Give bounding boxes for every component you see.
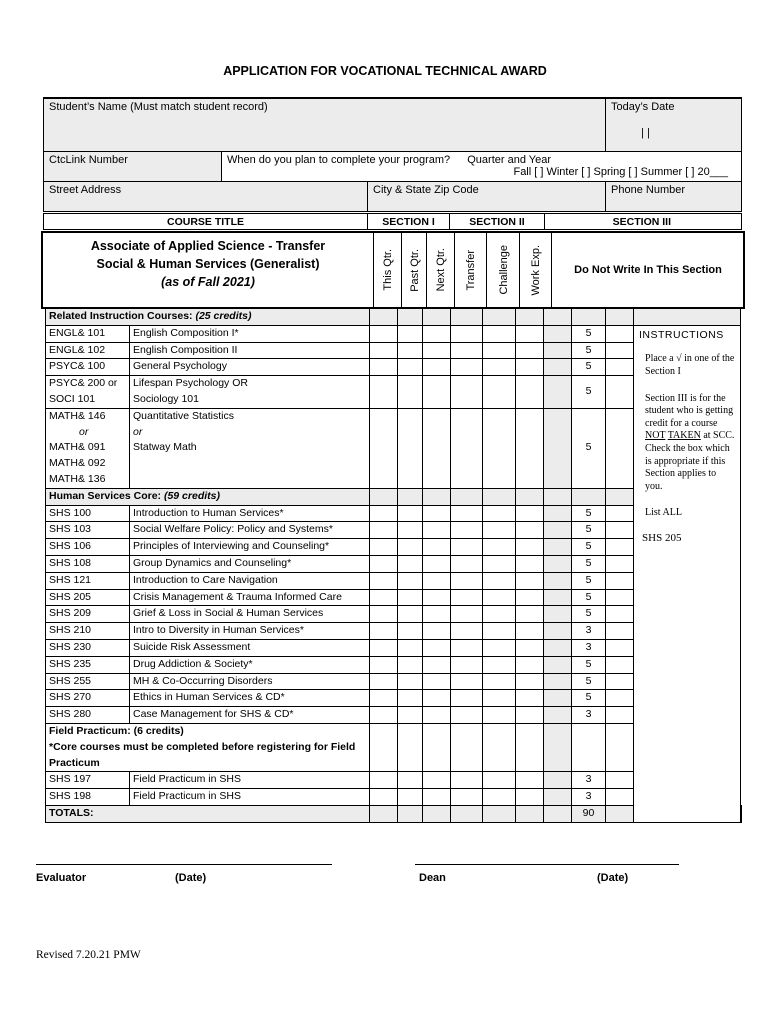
checkbox-cell[interactable] — [483, 408, 516, 488]
course-title-header: COURSE TITLE — [44, 214, 368, 230]
checkbox-cell[interactable] — [451, 656, 483, 673]
credits-cell: 5 — [572, 673, 606, 690]
completion-field[interactable] — [222, 151, 742, 181]
checkbox-cell[interactable] — [516, 639, 544, 656]
course-title: English Composition I* — [130, 325, 370, 342]
checkbox-cell[interactable] — [483, 772, 516, 789]
checkbox-cell[interactable] — [423, 572, 451, 589]
total-credits: 90 — [572, 805, 606, 822]
instructions-heading: INSTRUCTIONS — [639, 328, 724, 341]
checkbox-cell[interactable] — [451, 789, 483, 806]
checkbox-cell[interactable] — [483, 723, 516, 771]
column-header-label: Next Qtr. — [435, 248, 447, 292]
checkbox-cell[interactable] — [398, 539, 423, 556]
course-title: Grief & Loss in Social & Human Services — [130, 606, 370, 623]
credits-cell: 5 — [572, 539, 606, 556]
do-not-write-label: Do Not Write In This Section — [551, 233, 744, 307]
checkbox-cell[interactable] — [516, 376, 544, 409]
checkbox-cell[interactable] — [483, 342, 516, 359]
checkbox-cell[interactable] — [516, 623, 544, 640]
checkbox-cell[interactable] — [423, 723, 451, 771]
checkbox-cell[interactable] — [370, 539, 398, 556]
totals-label: TOTALS: — [46, 805, 370, 822]
instructions-p4: SHS 205 — [642, 531, 682, 544]
credits-cell: 5 — [572, 522, 606, 539]
checkbox-cell[interactable] — [483, 623, 516, 640]
checkbox-cell[interactable] — [423, 555, 451, 572]
spacer-cell — [544, 359, 572, 376]
credits-cell: 5 — [572, 690, 606, 707]
checkbox-cell[interactable] — [423, 589, 451, 606]
spacer-cell — [544, 325, 572, 342]
section3-box[interactable] — [606, 505, 634, 522]
checkbox-cell[interactable] — [370, 723, 398, 771]
column-header-4 — [454, 233, 487, 307]
checkbox-cell[interactable] — [516, 342, 544, 359]
section-3-header: SECTION III — [545, 214, 742, 230]
checkbox-cell[interactable] — [451, 505, 483, 522]
degree-line-2: Social & Human Services (Generalist) — [96, 257, 320, 271]
credits-cell: 5 — [572, 325, 606, 342]
instructions-panel — [634, 325, 741, 822]
checkbox-cell[interactable] — [370, 522, 398, 539]
course-code: SHS 106 — [46, 539, 130, 556]
section3-box[interactable] — [606, 408, 634, 488]
checkbox-cell[interactable] — [398, 656, 423, 673]
checkbox-cell[interactable] — [451, 572, 483, 589]
checkbox-cell[interactable] — [516, 789, 544, 806]
checkbox-cell[interactable] — [483, 555, 516, 572]
checkbox-cell[interactable] — [370, 555, 398, 572]
course-title: Principles of Interviewing and Counseling* — [130, 539, 370, 556]
checkbox-cell[interactable] — [370, 376, 398, 409]
checkbox-cell[interactable] — [398, 359, 423, 376]
spacer-cell — [544, 342, 572, 359]
checkbox-cell[interactable] — [398, 606, 423, 623]
credits-cell: 3 — [572, 707, 606, 724]
street-address-field[interactable]: Street Address — [44, 181, 368, 211]
checkbox-cell[interactable] — [398, 555, 423, 572]
checkbox-cell[interactable] — [423, 325, 451, 342]
section3-box[interactable] — [606, 606, 634, 623]
checkbox-cell[interactable] — [483, 522, 516, 539]
gpa-label — [741, 805, 742, 822]
dean-signature-line[interactable] — [415, 864, 679, 865]
checkbox-cell[interactable] — [370, 673, 398, 690]
checkbox-cell[interactable] — [451, 325, 483, 342]
column-header-3 — [426, 233, 455, 307]
credits-cell: 5 — [572, 342, 606, 359]
credits-cell: 5 — [572, 376, 606, 409]
spacer-cell — [544, 639, 572, 656]
checkbox-cell[interactable] — [451, 690, 483, 707]
section3-box[interactable] — [606, 623, 634, 640]
section3-box[interactable] — [606, 572, 634, 589]
course-code: SHS 205 — [46, 589, 130, 606]
spacer-cell — [544, 772, 572, 789]
column-header-label: Work Exp. — [530, 244, 542, 296]
checkbox-cell[interactable] — [370, 505, 398, 522]
section3-box[interactable] — [606, 673, 634, 690]
spacer-cell — [544, 376, 572, 409]
section-1-header: SECTION I — [368, 214, 450, 230]
degree-line-3: (as of Fall 2021) — [161, 275, 255, 289]
spacer-cell — [544, 589, 572, 606]
spacer-cell — [544, 555, 572, 572]
practicum-header: Field Practicum: (6 credits) *Core courses must be completed before registering for Field Practicum — [46, 723, 370, 771]
spacer-cell — [544, 656, 572, 673]
checkbox-cell[interactable] — [370, 772, 398, 789]
column-header-label: Challenge — [497, 245, 510, 295]
credits-cell: 3 — [572, 623, 606, 640]
checkbox-cell[interactable] — [370, 325, 398, 342]
course-code: SHS 103 — [46, 522, 130, 539]
checkbox-cell[interactable] — [483, 673, 516, 690]
checkbox-cell[interactable] — [483, 789, 516, 806]
checkbox-cell[interactable] — [398, 623, 423, 640]
course-row — [46, 325, 742, 342]
course-code: SHS 100 — [46, 505, 130, 522]
checkbox-cell[interactable] — [516, 673, 544, 690]
credits-cell: 3 — [572, 639, 606, 656]
section-header-row — [43, 213, 742, 230]
course-title: Case Management for SHS & CD* — [130, 707, 370, 724]
checkbox-cell[interactable] — [516, 606, 544, 623]
course-table — [45, 308, 742, 823]
checkbox-cell[interactable] — [423, 639, 451, 656]
section3-box[interactable] — [606, 376, 634, 409]
instructions-p2: Section III is for the student who is getting credit for a course NOT TAKEN at SCC. Check the box which is appropriate if this Section applies to you. — [645, 392, 735, 492]
checkbox-cell[interactable] — [451, 539, 483, 556]
section3-box[interactable] — [606, 707, 634, 724]
checkbox-cell[interactable] — [423, 772, 451, 789]
course-code: ENGL& 101 — [46, 325, 130, 342]
checkbox-cell[interactable] — [451, 408, 483, 488]
checkbox-cell[interactable] — [370, 656, 398, 673]
section3-box[interactable] — [606, 656, 634, 673]
course-code: SHS 197 — [46, 772, 130, 789]
phone-field[interactable]: Phone Number — [606, 181, 742, 211]
checkbox-cell[interactable] — [451, 723, 483, 771]
course-code: ENGL& 102 — [46, 342, 130, 359]
course-code: SHS 121 — [46, 572, 130, 589]
checkbox-cell[interactable] — [370, 623, 398, 640]
core-header: Human Services Core: (59 credits) — [46, 488, 370, 505]
quarter-year-label: Quarter and Year — [467, 153, 552, 166]
checkbox-cell[interactable] — [451, 589, 483, 606]
course-title: English Composition II — [130, 342, 370, 359]
checkbox-cell[interactable] — [516, 772, 544, 789]
checkbox-cell[interactable] — [516, 522, 544, 539]
spacer-cell — [544, 707, 572, 724]
course-code: SHS 108 — [46, 555, 130, 572]
course-title: Field Practicum in SHS — [130, 772, 370, 789]
checkbox-cell[interactable] — [516, 572, 544, 589]
column-header-label: Past Qtr. — [408, 248, 421, 292]
evaluator-date-label: (Date) — [175, 872, 207, 884]
checkbox-cell[interactable] — [483, 325, 516, 342]
checkbox-cell[interactable] — [451, 772, 483, 789]
instructions-p3: List ALL — [645, 507, 682, 519]
course-title: Introduction to Human Services* — [130, 505, 370, 522]
checkbox-cell[interactable] — [423, 376, 451, 409]
course-title: Suicide Risk Assessment — [130, 639, 370, 656]
checkbox-cell[interactable] — [483, 656, 516, 673]
course-title: General Psychology — [130, 359, 370, 376]
evaluator-label: Evaluator — [36, 872, 87, 884]
student-name-field[interactable]: Student’s Name (Must match student record) — [44, 98, 606, 151]
related-header: Related Instruction Courses: (25 credits) — [46, 309, 370, 326]
course-code: SHS 230 — [46, 639, 130, 656]
checkbox-cell[interactable] — [516, 589, 544, 606]
checkbox-cell[interactable] — [423, 789, 451, 806]
credits-cell: 3 — [572, 789, 606, 806]
checkbox-cell[interactable] — [451, 376, 483, 409]
degree-line-1: Associate of Applied Science - Transfer — [90, 239, 326, 253]
checkbox-cell[interactable] — [516, 505, 544, 522]
checkbox-cell[interactable] — [516, 539, 544, 556]
credits-cell: 5 — [572, 555, 606, 572]
column-header-2 — [401, 233, 427, 307]
credits-cell: 5 — [572, 606, 606, 623]
course-title: Drug Addiction & Society* — [130, 656, 370, 673]
checkbox-cell[interactable] — [398, 522, 423, 539]
checkbox-cell[interactable] — [516, 325, 544, 342]
spacer-cell — [544, 522, 572, 539]
revision-note: Revised 7.20.21 PMW — [36, 949, 141, 961]
course-title: Social Welfare Policy: Policy and Systems* — [130, 522, 370, 539]
spacer-cell — [544, 408, 572, 488]
checkbox-cell[interactable] — [370, 639, 398, 656]
city-state-zip-field[interactable]: City & State Zip Code — [368, 181, 606, 211]
checkbox-cell[interactable] — [423, 707, 451, 724]
checkbox-cell[interactable] — [370, 408, 398, 488]
checkbox-cell[interactable] — [516, 707, 544, 724]
section-columns — [373, 233, 551, 307]
section3-box[interactable] — [606, 359, 634, 376]
section3-box[interactable] — [606, 325, 634, 342]
section3-box[interactable] — [606, 342, 634, 359]
course-title: Intro to Diversity in Human Services* — [130, 623, 370, 640]
checkbox-cell[interactable] — [483, 376, 516, 409]
course-title: Group Dynamics and Counseling* — [130, 555, 370, 572]
checkbox-cell[interactable] — [451, 707, 483, 724]
spacer-cell — [544, 789, 572, 806]
checkbox-cell[interactable] — [483, 707, 516, 724]
completion-question: When do you plan to complete your program? — [227, 153, 451, 166]
course-title: Crisis Management & Trauma Informed Care — [130, 589, 370, 606]
course-title: Introduction to Care Navigation — [130, 572, 370, 589]
checkbox-cell[interactable] — [398, 589, 423, 606]
checkbox-cell[interactable] — [423, 522, 451, 539]
section3-box[interactable] — [606, 772, 634, 789]
course-code: SHS 210 — [46, 623, 130, 640]
checkbox-cell[interactable] — [398, 772, 423, 789]
checkbox-cell[interactable] — [398, 789, 423, 806]
checkbox-cell[interactable] — [516, 359, 544, 376]
course-title: MH & Co-Occurring Disorders — [130, 673, 370, 690]
course-code: PSYC& 100 — [46, 359, 130, 376]
checkbox-cell[interactable] — [370, 359, 398, 376]
evaluator-signature-line[interactable] — [36, 864, 332, 865]
checkbox-cell[interactable] — [483, 539, 516, 556]
course-title: Ethics in Human Services & CD* — [130, 690, 370, 707]
checkbox-cell[interactable] — [370, 572, 398, 589]
course-code: SHS 209 — [46, 606, 130, 623]
section3-box[interactable] — [606, 589, 634, 606]
instructions-p1: Place a √ in one of the Section I — [645, 353, 735, 377]
checkbox-cell[interactable] — [423, 623, 451, 640]
checkbox-cell[interactable] — [451, 606, 483, 623]
checkbox-cell[interactable] — [423, 359, 451, 376]
column-header-5 — [486, 233, 520, 307]
checkbox-cell[interactable] — [398, 673, 423, 690]
checkbox-cell[interactable] — [516, 690, 544, 707]
degree-title — [43, 233, 373, 311]
todays-date-label: Today’s Date — [611, 101, 675, 113]
checkbox-cell[interactable] — [423, 342, 451, 359]
course-code: SHS 270 — [46, 690, 130, 707]
checkbox-cell[interactable] — [423, 408, 451, 488]
checkbox-cell[interactable] — [398, 690, 423, 707]
checkbox-cell[interactable] — [451, 639, 483, 656]
section3-box[interactable] — [606, 690, 634, 707]
checkbox-cell[interactable] — [483, 589, 516, 606]
todays-date-field[interactable] — [606, 98, 742, 151]
column-header-6 — [519, 233, 552, 307]
ctclink-field[interactable]: CtcLink Number — [44, 151, 222, 181]
checkbox-cell[interactable] — [398, 707, 423, 724]
checkbox-cell[interactable] — [370, 789, 398, 806]
course-code: SHS 280 — [46, 707, 130, 724]
column-header-label: This Qtr. — [382, 249, 394, 291]
credits-cell: 5 — [572, 408, 606, 488]
course-code: SHS 198 — [46, 789, 130, 806]
credits-cell: 3 — [572, 772, 606, 789]
checkbox-cell[interactable] — [398, 572, 423, 589]
checkbox-cell[interactable] — [370, 606, 398, 623]
checkbox-cell[interactable] — [398, 376, 423, 409]
credits-cell: 5 — [572, 359, 606, 376]
course-title: Quantitative Statistics or Statway Math — [130, 408, 370, 488]
spacer-cell — [544, 606, 572, 623]
checkbox-cell[interactable] — [398, 505, 423, 522]
course-code: MATH& 146 or MATH& 091 MATH& 092 MATH& 136 — [46, 408, 130, 488]
checkbox-cell[interactable] — [423, 673, 451, 690]
credits-cell: 5 — [572, 656, 606, 673]
checkbox-cell[interactable] — [451, 673, 483, 690]
checkbox-cell[interactable] — [423, 606, 451, 623]
spacer-cell — [544, 690, 572, 707]
dean-label: Dean — [419, 872, 446, 884]
checkbox-cell[interactable] — [451, 359, 483, 376]
checkbox-cell[interactable] — [516, 656, 544, 673]
course-title: Lifespan Psychology OR Sociology 101 — [130, 376, 370, 409]
spacer-cell — [544, 673, 572, 690]
checkbox-cell[interactable] — [483, 639, 516, 656]
checkbox-cell[interactable] — [483, 359, 516, 376]
column-header-1 — [373, 233, 402, 307]
credits-cell: 5 — [572, 505, 606, 522]
checkbox-cell[interactable] — [423, 656, 451, 673]
quarter-options: Fall [ ] Winter [ ] Spring [ ] Summer [ ] 20___ — [513, 165, 729, 178]
checkbox-cell[interactable] — [423, 539, 451, 556]
checkbox-cell[interactable] — [451, 555, 483, 572]
checkbox-cell[interactable] — [370, 707, 398, 724]
checkbox-cell[interactable] — [398, 723, 423, 771]
section3-box[interactable] — [606, 789, 634, 806]
checkbox-cell[interactable] — [370, 589, 398, 606]
section3-box[interactable] — [606, 522, 634, 539]
date-marks: | | — [641, 127, 650, 139]
checkbox-cell[interactable] — [370, 690, 398, 707]
checkbox-cell[interactable] — [516, 408, 544, 488]
column-header-label: Transfer — [465, 249, 477, 291]
student-info-table — [43, 97, 742, 212]
checkbox-cell[interactable] — [483, 505, 516, 522]
page-title: APPLICATION FOR VOCATIONAL TECHNICAL AWARD — [223, 64, 547, 78]
checkbox-cell[interactable] — [398, 639, 423, 656]
checkbox-cell[interactable] — [370, 342, 398, 359]
checkbox-cell[interactable] — [483, 690, 516, 707]
spacer-cell — [544, 623, 572, 640]
checkbox-cell[interactable] — [516, 723, 544, 771]
checkbox-cell[interactable] — [398, 325, 423, 342]
checkbox-cell[interactable] — [451, 623, 483, 640]
checkbox-cell[interactable] — [423, 690, 451, 707]
section-2-header: SECTION II — [450, 214, 545, 230]
checkbox-cell[interactable] — [451, 342, 483, 359]
course-code: PSYC& 200 or SOCI 101 — [46, 376, 130, 409]
spacer-cell — [544, 572, 572, 589]
checkbox-cell[interactable] — [423, 505, 451, 522]
credits-cell: 5 — [572, 572, 606, 589]
credits-cell: 5 — [572, 589, 606, 606]
course-code: SHS 235 — [46, 656, 130, 673]
checkbox-cell[interactable] — [451, 522, 483, 539]
section3-box[interactable] — [606, 555, 634, 572]
checkbox-cell[interactable] — [516, 555, 544, 572]
section3-box[interactable] — [606, 639, 634, 656]
spacer-cell — [544, 505, 572, 522]
checkbox-cell[interactable] — [483, 572, 516, 589]
dean-date-label: (Date) — [597, 872, 629, 884]
course-title: Field Practicum in SHS — [130, 789, 370, 806]
checkbox-cell[interactable] — [398, 342, 423, 359]
spacer-cell — [544, 539, 572, 556]
checkbox-cell[interactable] — [398, 408, 423, 488]
degree-header — [41, 231, 745, 309]
section3-box[interactable] — [606, 539, 634, 556]
course-code: SHS 255 — [46, 673, 130, 690]
checkbox-cell[interactable] — [483, 606, 516, 623]
